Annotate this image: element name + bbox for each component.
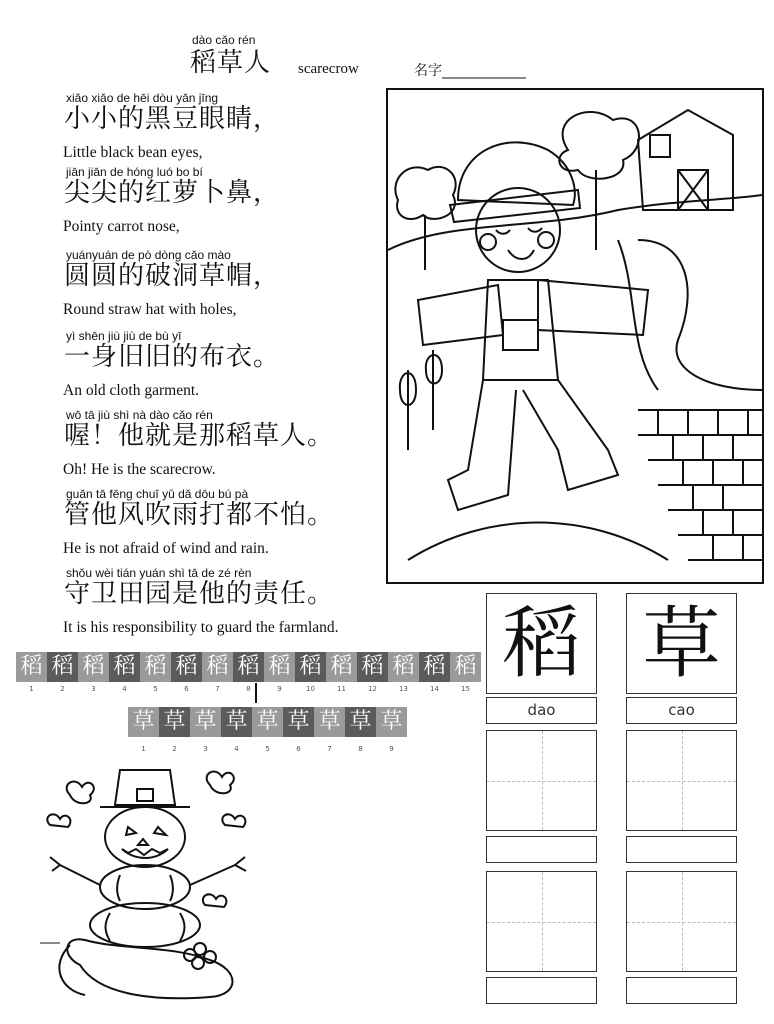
stroke-step-number: 9 [389, 745, 394, 753]
stroke-step-number: 1 [29, 685, 34, 693]
practice-pinyin-box[interactable] [486, 836, 597, 863]
poem-line-pinyin: jiān jiān de hóng luó bo bí [66, 165, 203, 179]
poem-line-pinyin: guǎn tā fēng chuī yǔ dǎ dōu bú pà [66, 487, 249, 501]
stroke-step-number: 13 [399, 685, 408, 693]
name-blank: ____________ [442, 63, 526, 79]
title-english: scarecrow [298, 61, 359, 77]
poem-line-pinyin: shǒu wèi tián yuán shì tā de zé rèn [66, 566, 252, 580]
practice-box[interactable] [626, 730, 737, 831]
stroke-step: 草 [376, 707, 407, 737]
stroke-step: 草 [283, 707, 314, 737]
poem-line-hanzi: 一身旧旧的布衣。 [64, 342, 281, 372]
stroke-step: 稻 [171, 652, 202, 682]
stroke-step: 稻 [295, 652, 326, 682]
stroke-step-number: 4 [122, 685, 127, 693]
stroke-step-number: 2 [60, 685, 65, 693]
flashcard-char: 稻 [502, 599, 581, 689]
stroke-step-number: 15 [461, 685, 470, 693]
stroke-step: 稻 [47, 652, 78, 682]
poem-line-english: It is his responsibility to guard the farmland. [63, 619, 339, 636]
flashcard-cao [626, 593, 737, 694]
stroke-step: 稻 [109, 652, 140, 682]
stroke-step-number: 6 [296, 745, 301, 753]
stroke-order-dao [16, 652, 481, 682]
poem-line-hanzi: 喔！他就是那稻草人。 [64, 421, 335, 451]
poem-line-pinyin: wō tā jiù shì nà dào cǎo rén [66, 408, 213, 422]
stroke-step-number: 7 [327, 745, 332, 753]
practice-pinyin-box[interactable] [626, 977, 737, 1004]
stroke-step: 草 [221, 707, 252, 737]
flashcard-char: 草 [642, 599, 721, 689]
stroke-numbers-dao [16, 685, 486, 695]
stroke-step: 稻 [326, 652, 357, 682]
barn-shape [638, 110, 733, 210]
stroke-step: 稻 [419, 652, 450, 682]
stroke-step: 稻 [450, 652, 481, 682]
poem-line-hanzi: 尖尖的红萝卜鼻， [64, 178, 281, 208]
stroke-step-number: 12 [368, 685, 377, 693]
scarecrow-illustration [388, 90, 762, 582]
stroke-step-number: 10 [306, 685, 315, 693]
practice-box[interactable] [626, 871, 737, 972]
poem-line-english: Oh! He is the scarecrow. [63, 461, 216, 478]
page-title: 稻草人 [190, 48, 272, 78]
poem-line-english: An old cloth garment. [63, 382, 200, 399]
stroke-step: 稻 [202, 652, 233, 682]
stroke-step-number: 6 [184, 685, 189, 693]
stroke-step-number: 8 [358, 745, 363, 753]
stroke-step: 草 [190, 707, 221, 737]
stroke-numbers-cao [128, 745, 468, 755]
flashcard-pinyin-dao: dao [486, 697, 597, 724]
stroke-step: 稻 [16, 652, 47, 682]
stroke-step: 草 [345, 707, 376, 737]
stroke-step: 稻 [388, 652, 419, 682]
poem-line-english: Little black bean eyes, [63, 144, 203, 161]
title-pinyin: dào cǎo rén [192, 33, 256, 47]
stroke-step-number: 3 [91, 685, 96, 693]
stroke-step-number: 1 [141, 745, 146, 753]
name-label: 名字 [414, 63, 442, 79]
stroke-step-number: 14 [430, 685, 439, 693]
poem-line-english: He is not afraid of wind and rain. [63, 540, 269, 557]
practice-box[interactable] [486, 730, 597, 831]
practice-box[interactable] [486, 871, 597, 972]
stroke-step: 稻 [233, 652, 264, 682]
scarecrow-coloring-image [386, 88, 764, 584]
stroke-step: 稻 [264, 652, 295, 682]
pumpkin-scarecrow-image [40, 765, 260, 1005]
stroke-step-number: 5 [153, 685, 158, 693]
stroke-step: 草 [314, 707, 345, 737]
stroke-step: 草 [128, 707, 159, 737]
stroke-step-number: 7 [215, 685, 220, 693]
stroke-step: 草 [159, 707, 190, 737]
stroke-step: 稻 [357, 652, 388, 682]
flashcard-dao [486, 593, 597, 694]
poem-line-pinyin: yuányuán de pò dòng cǎo mào [66, 248, 231, 262]
stroke-step-number: 3 [203, 745, 208, 753]
poem-line-hanzi: 圆圆的破洞草帽， [64, 261, 281, 291]
flashcard-pinyin-cao: cao [626, 697, 737, 724]
stroke-step: 稻 [78, 652, 109, 682]
poem-line-hanzi: 小小的黑豆眼睛， [64, 104, 281, 134]
divider-line [255, 683, 257, 703]
practice-pinyin-box[interactable] [486, 977, 597, 1004]
stroke-step-number: 5 [265, 745, 270, 753]
poem-line-hanzi: 守卫田园是他的责任。 [64, 579, 335, 609]
stroke-order-cao [128, 707, 407, 737]
poem-line-pinyin: xiǎo xiǎo de hēi dòu yǎn jīng [66, 91, 219, 105]
practice-pinyin-box[interactable] [626, 836, 737, 863]
stroke-step-number: 8 [246, 685, 251, 693]
name-field[interactable] [414, 60, 526, 80]
stroke-step: 草 [252, 707, 283, 737]
poem-line-english: Pointy carrot nose, [63, 218, 180, 235]
stroke-step-number: 11 [337, 685, 346, 693]
stroke-step: 稻 [140, 652, 171, 682]
poem-line-pinyin: yì shēn jiù jiù de bù yī [66, 329, 182, 343]
stroke-step-number: 2 [172, 745, 177, 753]
poem-line-english: Round straw hat with holes, [63, 301, 237, 318]
stroke-step-number: 4 [234, 745, 239, 753]
poem-line-hanzi: 管他风吹雨打都不怕。 [64, 500, 335, 530]
stroke-step-number: 9 [277, 685, 282, 693]
pumpkin-illustration [40, 765, 260, 1005]
